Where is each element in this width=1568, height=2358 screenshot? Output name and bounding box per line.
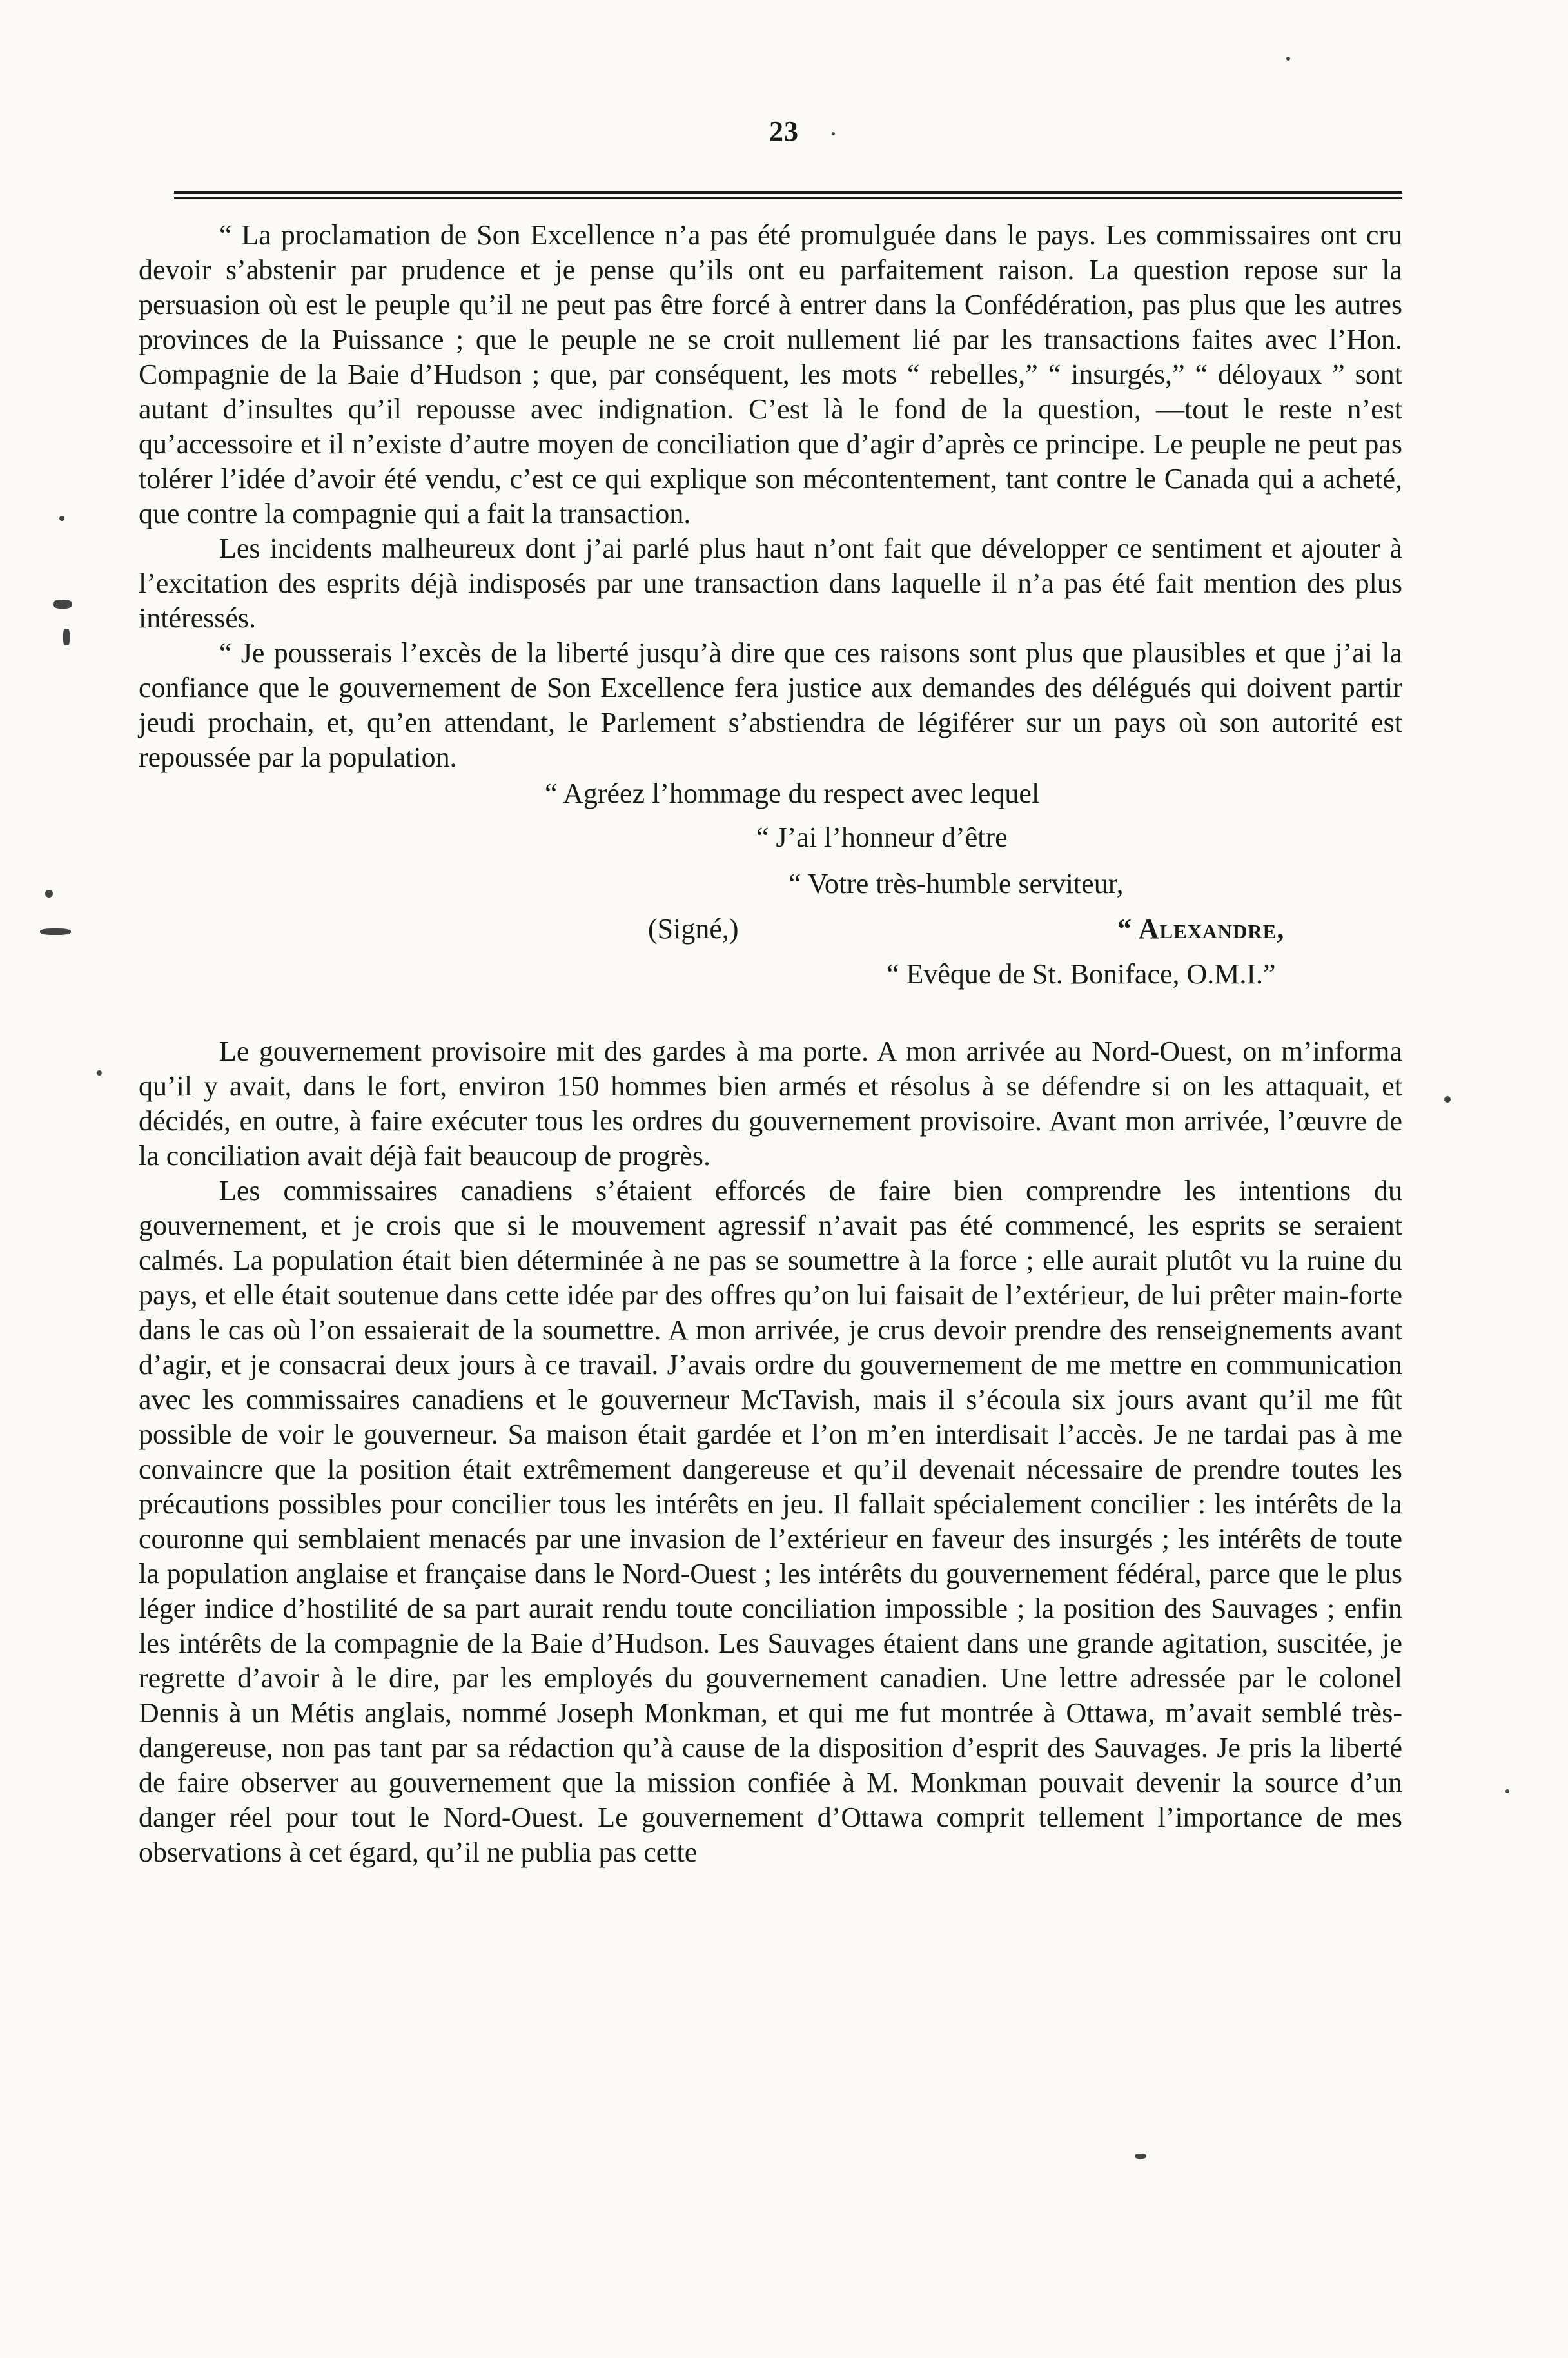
closing-honour: “ J’ai l’honneur d’être: [756, 821, 1008, 853]
signed-label: (Signé,): [648, 913, 739, 945]
header-rule-thin: [174, 197, 1402, 199]
letter-paragraph: “ La proclamation de Son Excellence n’a pas été promulguée dans le pays. Les commissaires ont cru devoir s’abstenir par prudence et je pense qu’ils ont eu parfaitement raison. La question repose sur la persuasion où est le peuple qu’il ne peut pas être forcé à entrer dans la Confédération, pas plus que les autres provinces de la Puissance ; que le peuple ne se croit nullement lié par les transactions faites avec l’Hon. Compagnie de la Baie d’Hudson ; que, par conséquent, les mots “ rebelles,” “ insurgés,” “ déloyaux ” sont autant d’insultes qu’il repousse avec indignation. C’est là le fond de la question, —tout le reste n’est qu’accessoire et il n’existe d’autre moyen de conciliation que d’agir d’après ce principe. Le peuple ne peut pas tolérer l’idée d’avoir été vendu, c’est ce qui explique son mécontentement, tant contre le Canada qui a acheté, que contre la compagnie qui a fait la transaction.: [139, 219, 1402, 529]
closing-servant: “ Votre très-humble serviteur,: [789, 868, 1124, 899]
quoted-letter: [139, 218, 1402, 1034]
body-paragraph: Le gouvernement provisoire mit des gardes à ma porte. A mon arrivée au Nord-Ouest, on m’informa qu’il y avait, dans le fort, environ 150 hommes bien armés et résolus à se défendre si on les attaquait, et décidés, en outre, à faire exécuter tous les ordres du gouvernement provisoire. Avant mon arrivée, l’œuvre de la conciliation avait déjà fait beaucoup de progrès.: [139, 1036, 1402, 1172]
letter-paragraph: “ Je pousserais l’excès de la liberté jusqu’à dire que ces raisons sont plus que plausibles et que j’ai la confiance que le gouvernement de Son Excellence fera justice aux demandes des délégués qui doivent partir jeudi prochain, et, qu’en attendant, le Parlement s’abstiendra de légiférer sur un pays où son autorité est repoussée par la population.: [139, 637, 1402, 773]
signatory-title: “ Evêque de St. Boniface, O.M.I.”: [887, 958, 1276, 990]
letter-closing: [139, 776, 1402, 1034]
body-paragraph: Les commissaires canadiens s’étaient efforcés de faire bien comprendre les intentions du gouvernement, et je crois que si le mouvement agressif n’avait pas été commencé, les esprits se seraient calmés. La population était bien déterminée à ne pas se soumettre à la force ; elle aurait plutôt vu la ruine du pays, et elle était soutenue dans cette idée par des offres qu’on lui faisait de l’extérieur, de lui prêter main-forte dans le cas où l’on essaierait de la soumettre. A mon arrivée, je crus devoir prendre des renseignements avant d’agir, et je consacrai deux jours à ce travail. J’avais ordre du gouvernement de me mettre en communication avec les commissaires canadiens et le gouverneur McTavish, mais il s’écoula six jours avant qu’il me fût possible de voir le gouverneur. Sa maison était gardée et l’on m’en interdisait l’accès. Je ne tardai pas à me convaincre que la position était extrêmement dangereuse et qu’il devenait nécessaire de prendre toutes les précautions possibles pour concilier tous les intérêts en jeu. Il fallait spécialement concilier : les intérêts de la couronne qui semblaient menacés par une invasion de l’extérieur en faveur des insurgés ; les intérêts de toute la population anglaise et française dans le Nord-Ouest ; les intérêts du gouvernement fédéral, parce que le plus léger indice d’hostilité de sa part aurait rendu toute conciliation impossible ; la position des Sauvages ; enfin les intérêts de la compagnie de la Baie d’Hudson. Les Sauvages étaient dans une grande agitation, suscitée, je regrette d’avoir à le dire, par les employés du gouvernement canadien. Une lettre adressée par le colonel Dennis à un Métis anglais, nommé Joseph Monkman, et qui me fut montrée à Ottawa, m’avait semblé très-dangereuse, non pas tant par sa rédaction qu’à cause de la disposition d’esprit des Sauvages. Je pris la liberté de faire observer au gouvernement que la mission confiée à M. Monkman pouvait devenir la source d’un danger réel pour tout le Nord-Ouest. Le gouvernement d’Ottawa comprit tellement l’importance de mes observations à cet égard, qu’il ne publia pas cette: [139, 1175, 1402, 1868]
page-number: 23: [769, 115, 799, 147]
narrative: [139, 1034, 1402, 1870]
closing-salutation: “ Agréez l’hommage du respect avec lequel: [545, 778, 1040, 809]
page-text: [139, 218, 1402, 1870]
letter-paragraph: Les incidents malheureux dont j’ai parlé plus haut n’ont fait que développer ce sentiment et ajouter à l’excitation des esprits déjà indisposés par une transaction dans laquelle il n’a pas été fait mention des plus intéressés.: [139, 533, 1402, 634]
header-rule-thick: [174, 191, 1402, 194]
signatory-name: “ Alexandre,: [1117, 913, 1285, 945]
